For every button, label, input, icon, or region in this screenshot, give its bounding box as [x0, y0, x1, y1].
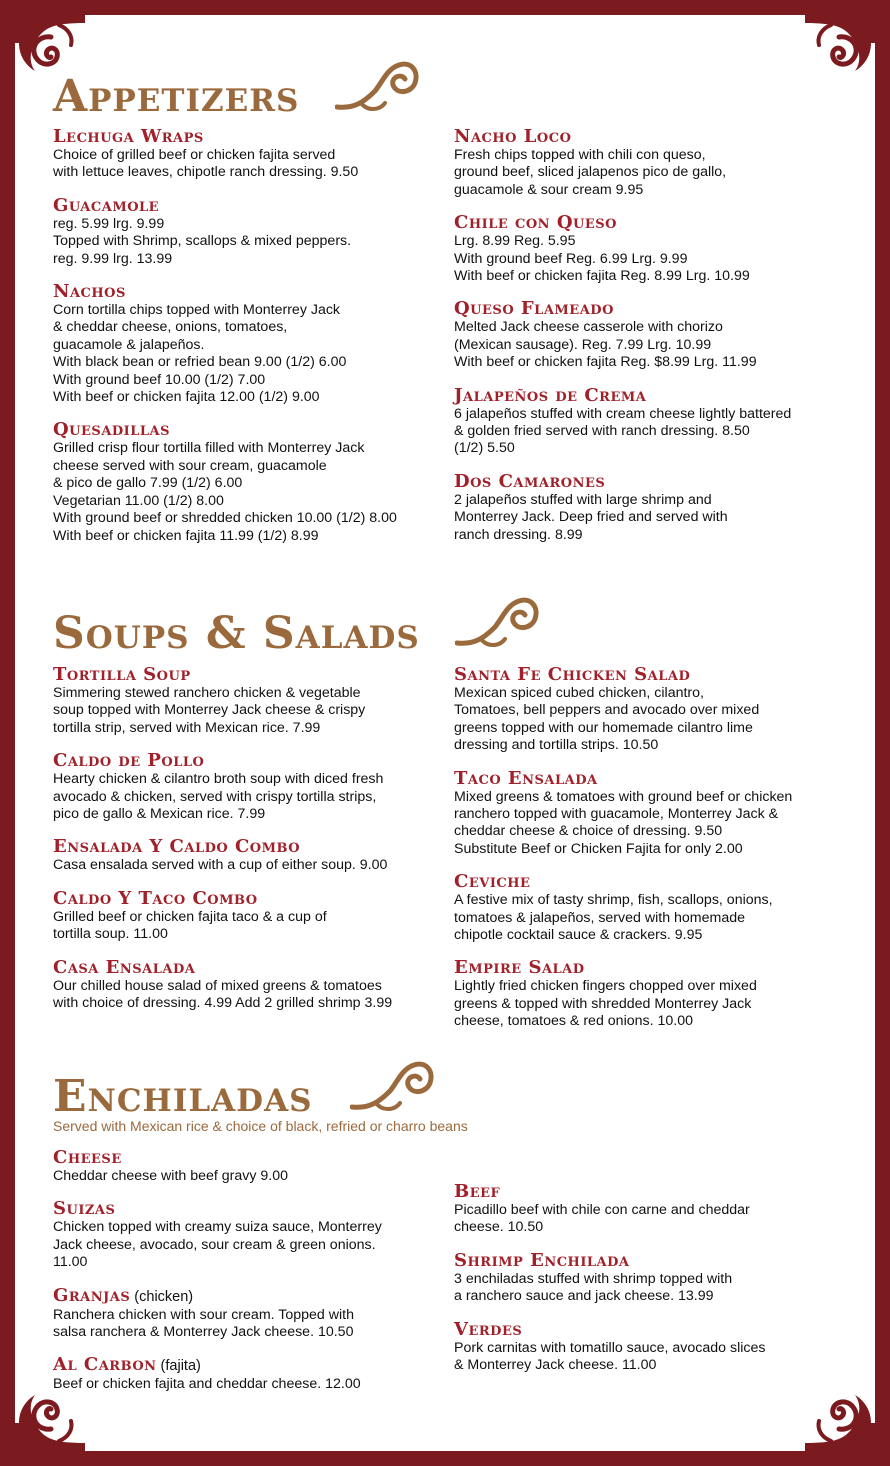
menu-item-name-text: Al Carbon [53, 1354, 157, 1376]
menu-item-description: cheese, tomatoes & red onions. 10.00 [454, 1013, 693, 1030]
menu-item-description: With beef or chicken fajita Reg. $8.99 Lrg. 11.99 [454, 354, 757, 371]
menu-item-name-text: Ceviche [454, 871, 531, 893]
menu-item-description: ranchero topped with guacamole, Monterrey Jack & [454, 806, 779, 823]
menu-item-description: Picadillo beef with chile con carne and cheddar [454, 1202, 750, 1218]
menu-item [454, 299, 854, 371]
menu-item-description: Lrg. 8.99 Reg. 5.95 [454, 233, 576, 250]
corner-ornament-icon [805, 1381, 875, 1451]
menu-item-description: greens & topped with shredded Monterrey Jack [454, 995, 752, 1012]
menu-item-description: cheese. 10.50 [454, 1219, 544, 1236]
menu-item-name [454, 213, 854, 233]
menu-item-description: Fresh chips topped with chili con queso, [454, 147, 706, 163]
menu-item [454, 127, 854, 199]
menu-item-description: 2 jalapeños stuffed with large shrimp and [454, 491, 712, 508]
soups-left-column [53, 665, 453, 1012]
menu-item [53, 282, 453, 406]
swirl-ornament-icon [350, 1057, 434, 1115]
menu-item-name [53, 665, 453, 685]
menu-item-description: cheddar cheese & choice of dressing. 9.50 [454, 823, 723, 840]
menu-item-description: Topped with Shrimp, scallops & mixed peppers. [53, 233, 352, 250]
menu-item-name [53, 1355, 453, 1376]
menu-item-name [454, 1251, 854, 1271]
swirl-ornament-icon [455, 593, 539, 651]
menu-item-name-text: Quesadillas [53, 419, 171, 441]
menu-item-description: Grilled crisp flour tortilla filled with Monterrey Jack [53, 440, 365, 457]
menu-item-name [454, 769, 854, 789]
menu-item-name [454, 472, 854, 492]
menu-item-name-text: Taco Ensalada [454, 767, 598, 789]
menu-item-name-text: Dos Camarones [454, 470, 606, 492]
menu-item-note: (fajita) [156, 1358, 201, 1375]
menu-item-name-text: Suizas [53, 1198, 116, 1220]
menu-item-description: Our chilled house salad of mixed greens & tomatoes [53, 977, 382, 994]
menu-item-description: & cheddar cheese, onions, tomatoes, [53, 319, 288, 336]
menu-item [53, 958, 453, 1013]
menu-item-name [454, 1182, 854, 1202]
menu-item-description: tomatoes & jalapeños, served with homemade [454, 909, 746, 926]
menu-item-name-text: Empire Salad [454, 957, 585, 979]
menu-item-description: A festive mix of tasty shrimp, fish, scallops, onions, [454, 892, 773, 909]
soups-right-column [454, 665, 854, 1031]
menu-item-name [454, 386, 854, 406]
menu-item-description: Mixed greens & tomatoes with ground beef or chicken [454, 788, 793, 805]
menu-item [53, 665, 453, 737]
menu-item-name-text: Ensalada Y Caldo Combo [53, 836, 301, 858]
menu-item-description: ranch dressing. 8.99 [454, 526, 583, 543]
menu-item-description: With ground beef 10.00 (1/2) 7.00 [53, 371, 266, 388]
menu-item-description: Mexican spiced cubed chicken, cilantro, [454, 685, 704, 701]
menu-item-name-text: Guacamole [53, 194, 160, 216]
appetizers-left-column [53, 127, 453, 545]
menu-item-description: Casa ensalada served with a cup of either soup. 9.00 [53, 857, 388, 874]
menu-item-description: Simmering stewed ranchero chicken & vegetable [53, 685, 361, 701]
menu-item-description: Pork carnitas with tomatillo sauce, avocado slices [454, 1339, 766, 1356]
menu-item-name [53, 837, 453, 857]
enchiladas-left-column [53, 1148, 453, 1394]
menu-item-name [53, 127, 453, 147]
menu-item-note: (chicken) [130, 1288, 194, 1305]
menu-item-name-text: Nachos [53, 281, 126, 303]
menu-item-name [53, 1199, 453, 1219]
corner-ornament-icon [805, 15, 875, 85]
menu-item-description: & golden fried served with ranch dressing. 8.50 [454, 423, 750, 440]
menu-page [15, 15, 875, 1451]
menu-item-description: Grilled beef or chicken fajita taco & a cup of [53, 908, 327, 925]
menu-item-description: 11.00 [53, 1254, 88, 1271]
menu-item-description: Jack cheese, avocado, sour cream & green onions. [53, 1236, 376, 1253]
menu-item-name-text: Chile con Queso [454, 212, 617, 234]
menu-item [53, 751, 453, 823]
menu-item-name [53, 751, 453, 771]
menu-item [454, 213, 854, 285]
menu-item-name-text: Caldo Y Taco Combo [53, 887, 258, 909]
menu-item-description: Ranchera chicken with sour cream. Topped with [53, 1306, 354, 1323]
menu-item [53, 127, 453, 182]
menu-item-name [53, 1148, 453, 1168]
menu-item-description: greens topped with our homemade cilantro lime [454, 719, 753, 736]
menu-item [454, 958, 854, 1030]
menu-item-description: avocado & chicken, served with crispy tortilla strips, [53, 788, 377, 805]
menu-item-description: tortilla strip, served with Mexican rice. 7.99 [53, 719, 321, 736]
menu-item-name-text: Verdes [454, 1318, 523, 1340]
menu-item [53, 1286, 453, 1342]
menu-item-name-text: Caldo de Pollo [53, 750, 205, 772]
menu-item [53, 889, 453, 944]
menu-item-description: 3 enchiladas stuffed with shrimp topped with [454, 1270, 733, 1287]
menu-item-name [53, 958, 453, 978]
menu-item-description: Lightly fried chicken fingers chopped over mixed [454, 978, 757, 995]
menu-item-name-text: Tortilla Soup [53, 664, 191, 685]
menu-item-description: With ground beef Reg. 6.99 Lrg. 9.99 [454, 250, 688, 267]
menu-item [53, 1148, 453, 1185]
menu-item-description: with choice of dressing. 4.99 Add 2 grilled shrimp 3.99 [53, 995, 393, 1012]
menu-item-description: salsa ranchera & Monterrey Jack cheese. 10.50 [53, 1324, 354, 1341]
menu-item-description: Melted Jack cheese casserole with chorizo [454, 319, 723, 336]
menu-item-description: tortilla soup. 11.00 [53, 926, 168, 943]
menu-item-description: Substitute Beef or Chicken Fajita for only 2.00 [454, 840, 743, 857]
menu-item [53, 837, 453, 874]
menu-item-name [454, 958, 854, 978]
menu-item-name-text: Queso Flameado [454, 298, 614, 320]
menu-item-name-text: Casa Ensalada [53, 956, 196, 978]
section-title-appetizers: Appetizers [53, 71, 300, 122]
menu-item-name [454, 299, 854, 319]
menu-item-description: Corn tortilla chips topped with Monterrey Jack [53, 302, 341, 319]
menu-item-name-text: Granjas [53, 1284, 131, 1306]
appetizers-right-column [454, 127, 854, 544]
menu-item-description: Monterrey Jack. Deep fried and served with [454, 509, 728, 526]
menu-item-name [53, 1286, 453, 1307]
menu-item [454, 1251, 854, 1306]
menu-item-description: (Mexican sausage). Reg. 7.99 Lrg. 10.99 [454, 336, 712, 353]
menu-item [454, 872, 854, 944]
swirl-ornament-icon [335, 57, 419, 115]
menu-item [53, 196, 453, 268]
menu-item-name-text: Nacho Loco [454, 126, 572, 147]
menu-item-name-text: Santa Fe Chicken Salad [454, 664, 691, 685]
menu-item [454, 769, 854, 859]
menu-item-description: reg. 9.99 lrg. 13.99 [53, 250, 173, 267]
menu-item [53, 420, 453, 544]
menu-item [454, 1182, 854, 1237]
menu-item-description: Beef or chicken fajita and cheddar cheese. 12.00 [53, 1376, 361, 1393]
menu-item-name [53, 889, 453, 909]
menu-item-name-text: Shrimp Enchilada [454, 1249, 630, 1271]
menu-item [454, 665, 854, 755]
menu-item-name-text: Jalapeños de Crema [454, 384, 647, 406]
menu-item-description: 6 jalapeños stuffed with cream cheese lightly battered [454, 405, 792, 422]
menu-item [53, 1199, 453, 1271]
menu-item-description: pico de gallo & Mexican rice. 7.99 [53, 806, 266, 823]
menu-item-description: & Monterrey Jack cheese. 11.00 [454, 1357, 657, 1374]
enchiladas-right-column [454, 1182, 854, 1374]
menu-item-name [454, 665, 854, 685]
menu-item-description: chipotle cocktail sauce & crackers. 9.95 [454, 927, 703, 944]
menu-item-name-text: Cheese [53, 1147, 122, 1168]
menu-item-description: soup topped with Monterrey Jack cheese & crispy [53, 702, 366, 719]
menu-item-description: reg. 5.99 lrg. 9.99 [53, 215, 165, 232]
menu-item-description: with lettuce leaves, chipotle ranch dressing. 9.50 [53, 164, 359, 181]
menu-item-description: Tomatoes, bell peppers and avocado over mixed [454, 702, 760, 719]
menu-item [53, 1355, 453, 1393]
menu-item-description: cheese served with sour cream, guacamole [53, 457, 327, 474]
section-title-soups-salads: Soups & Salads [53, 608, 420, 659]
menu-item-description: With beef or chicken fajita Reg. 8.99 Lrg. 10.99 [454, 268, 750, 285]
menu-item-description: With ground beef or shredded chicken 10.00 (1/2) 8.00 [53, 510, 397, 527]
menu-item-name [454, 1320, 854, 1340]
menu-item-name [454, 872, 854, 892]
menu-item-name-text: Lechuga Wraps [53, 126, 204, 147]
menu-item-name [53, 420, 453, 440]
enchiladas-subtitle: Served with Mexican rice & choice of black, refried or charro beans [53, 1118, 468, 1134]
menu-item-description: Choice of grilled beef or chicken fajita served [53, 147, 336, 163]
menu-item-description: Chicken topped with creamy suiza sauce, Monterrey [53, 1219, 382, 1236]
menu-item-description: Hearty chicken & cilantro broth soup with diced fresh [53, 771, 384, 788]
menu-item-name [53, 282, 453, 302]
menu-item-description: ground beef, sliced jalapenos pico de gallo, [454, 164, 727, 181]
menu-item [454, 386, 854, 458]
menu-item-description: With beef or chicken fajita 12.00 (1/2) 9.00 [53, 389, 320, 406]
menu-item-description: a ranchero sauce and jack cheese. 13.99 [454, 1288, 714, 1305]
menu-item-description: (1/2) 5.50 [454, 440, 515, 457]
menu-item-description: Cheddar cheese with beef gravy 9.00 [53, 1168, 289, 1184]
menu-item-name [53, 196, 453, 216]
menu-item [454, 1320, 854, 1375]
menu-item-description: dressing and tortilla strips. 10.50 [454, 737, 659, 754]
section-title-enchiladas: Enchiladas [53, 1071, 313, 1122]
menu-item-description: & pico de gallo 7.99 (1/2) 6.00 [53, 475, 243, 492]
menu-item-description: Vegetarian 11.00 (1/2) 8.00 [53, 492, 224, 509]
menu-item [454, 472, 854, 544]
menu-item-description: With black bean or refried bean 9.00 (1/2) 6.00 [53, 354, 347, 371]
menu-item-description: guacamole & jalapeños. [53, 336, 205, 353]
menu-item-name-text: Beef [454, 1181, 501, 1202]
menu-item-name [454, 127, 854, 147]
menu-item-description: guacamole & sour cream 9.95 [454, 181, 644, 198]
menu-item-description: With beef or chicken fajita 11.99 (1/2) 8.99 [53, 527, 319, 544]
